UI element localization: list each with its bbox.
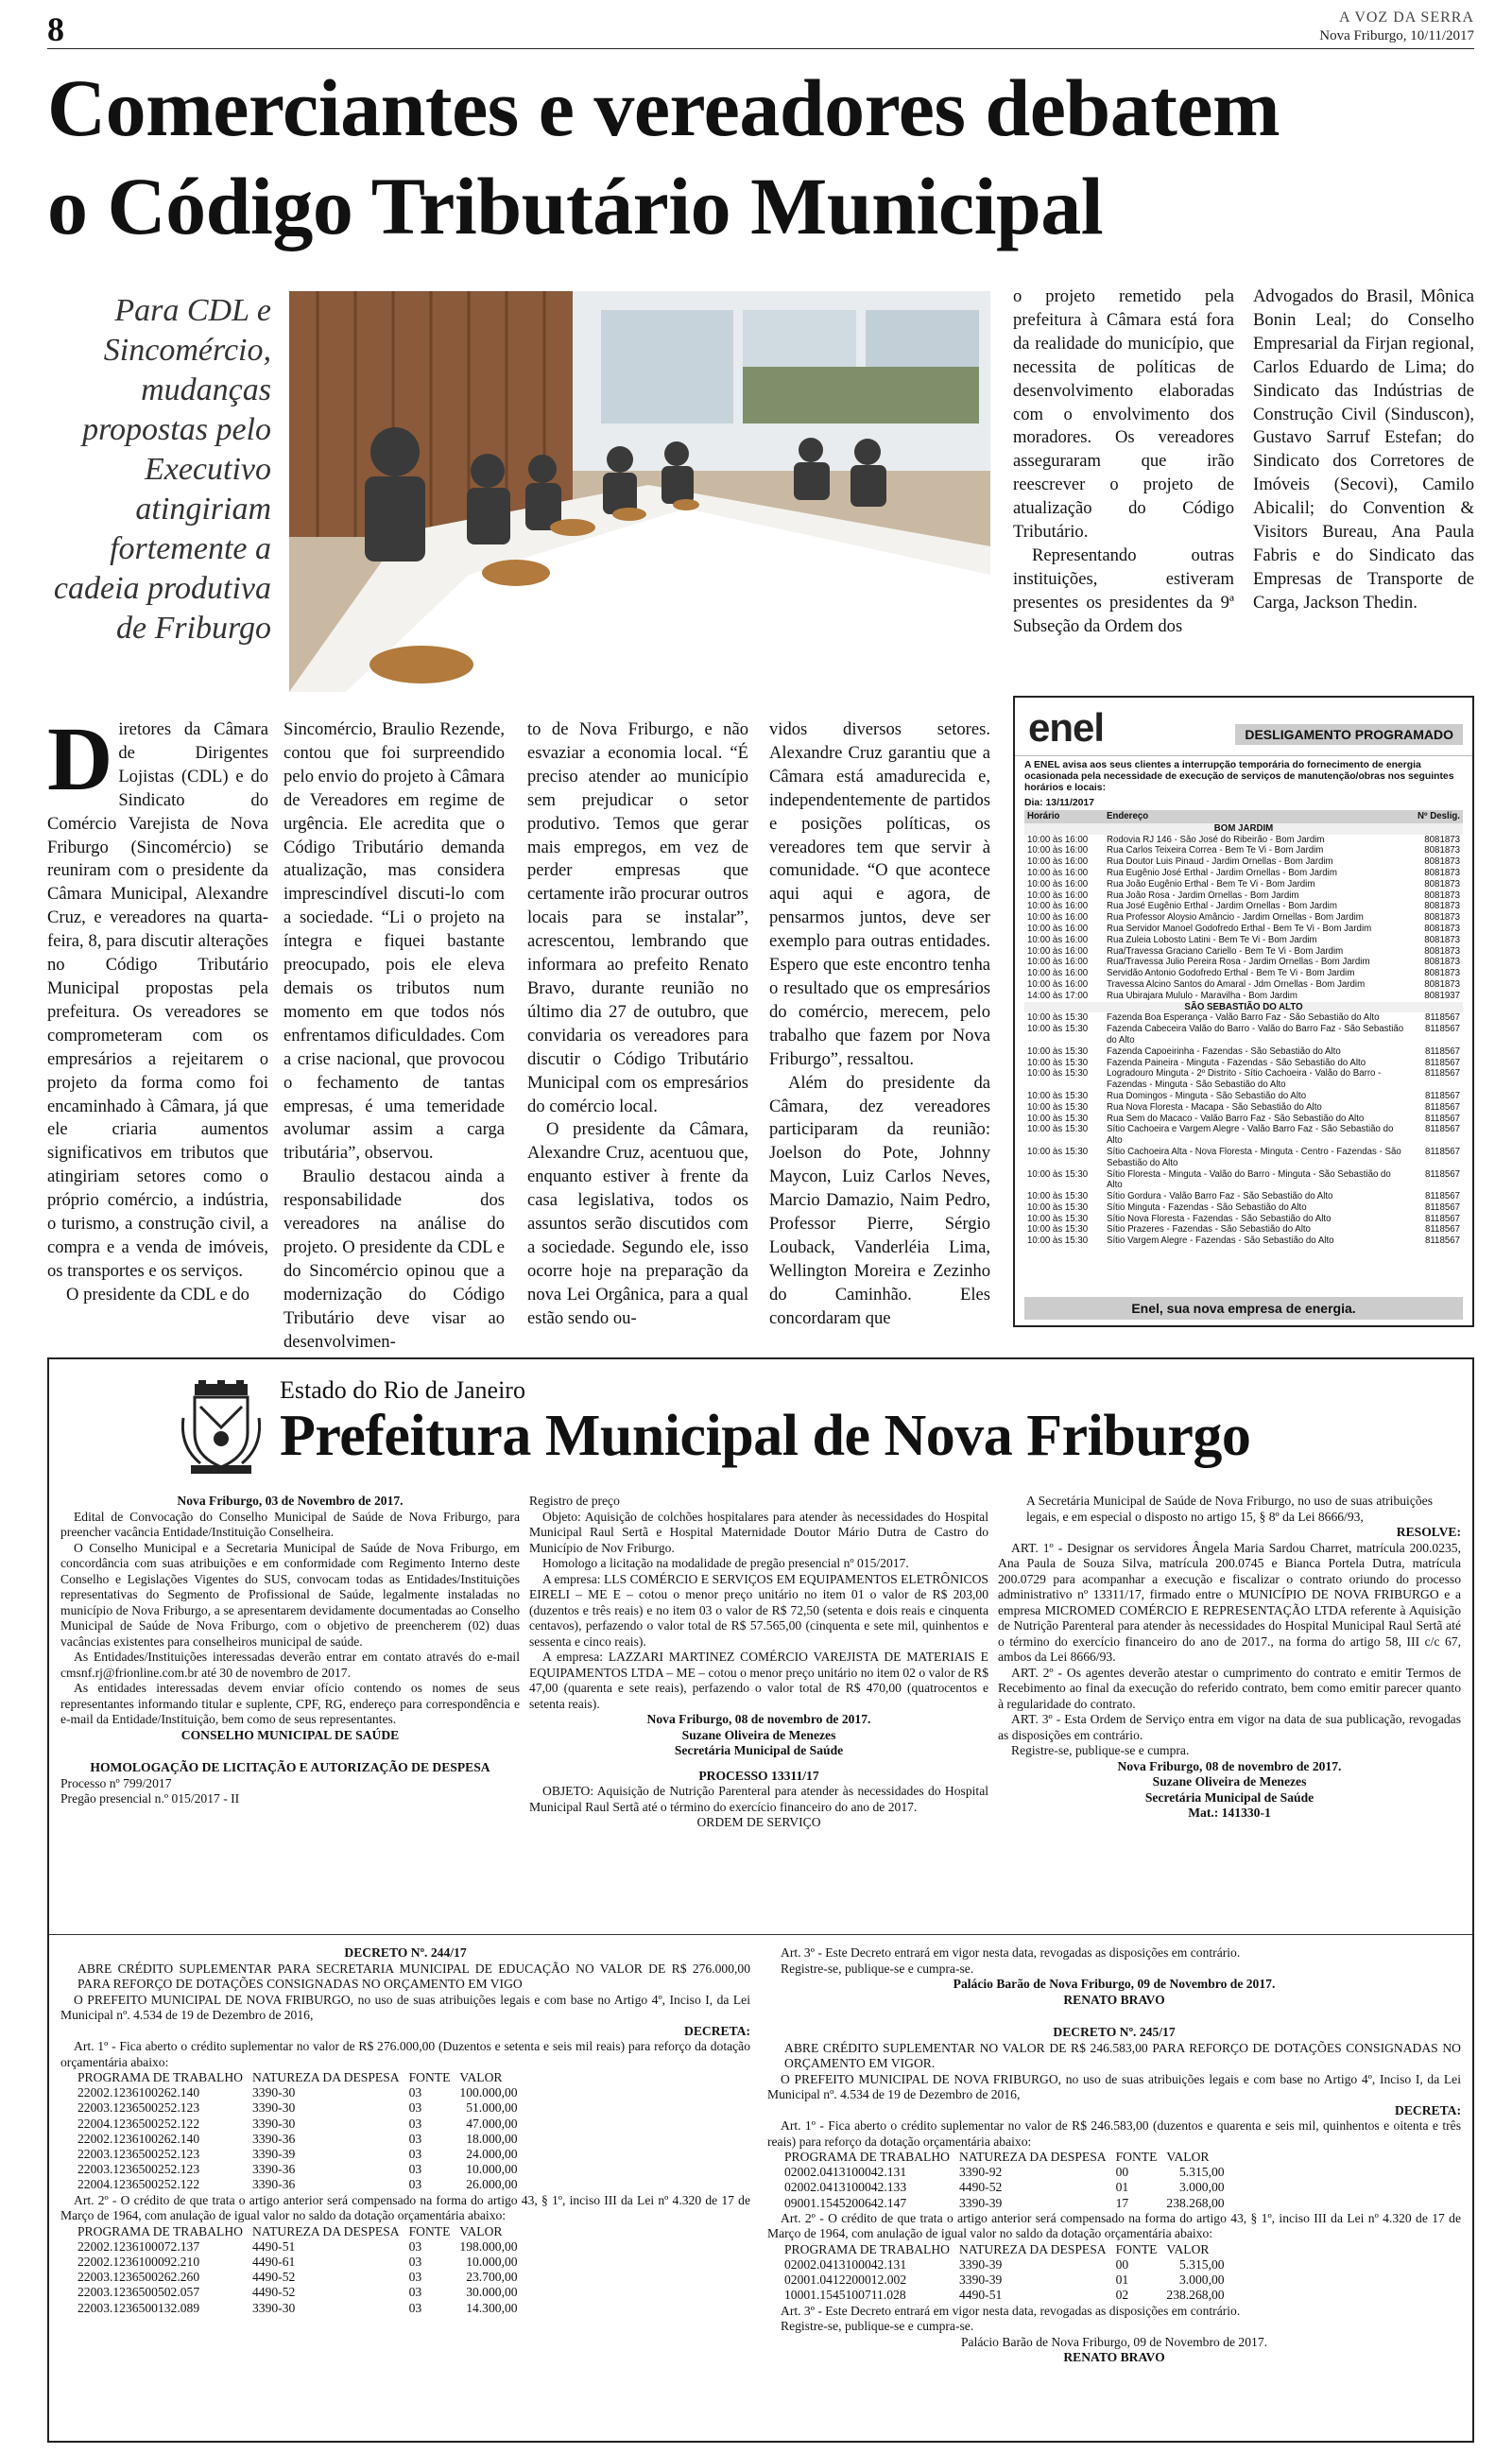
decree-table-row: 02002.0413100042.131 3390-92 00 5.315,00 [784,2165,1225,2180]
enel-notice: A ENEL avisa aos seus clientes a interrupção temporária do fornecimento de energia ocasionada pela necessidade de execução de serviços de manutenção/obras nos seguintes horários e locais: [1024,760,1454,793]
d2-head: ABRE CRÉDITO SUPLEMENTAR NO VALOR DE R$ 246.583,00 PARA REFORÇO DE DOTAÇÕES CONSIGNADAS NO ORÇAMENTO EM VIGOR. [784,2040,1461,2070]
a3-art1: ART. 1º - Designar os servidores Ângela Maria Sardou Charret, matrícula 200.0235, Ana Paula de Souza Silva, matrícula 200.0745 e Bianca Portela Dutra, matrícula 200.0729 para acompanhar a execução e fiscalizar o contrato oriundo do processo administrativo nº 13311/17, firmado entre o MUNICÍPIO DE NOVA FRIBURGO e a empresa MICROMED COMÉRCIO E REPRESENTAÇÃO LTDA referente à Aquisição de Nutrição Parenteral para atender às necessidades do Hospital Municipal Raul Sertã até o término do exercício financeiro do ano de 2017., na forma do artigo 58, III c/c 67, ambos da Lei 8666/93. [998,1540,1461,1664]
decree-table-row: 22003.1236500252.123 3390-36 03 10.000,00 [77,2162,518,2177]
d2-date: Palácio Barão de Nova Friburgo, 09 de Novembro de 2017. [960,2334,1268,2349]
d1-title: DECRETO Nº. 244/17 [344,1945,467,1960]
article-subhead: Para CDL e Sincomércio, mudanças propostas pelo Executivo atingiriam fortemente a cadeia produtiva de Friburgo [53,293,271,646]
d1-art3: Art. 3º - Este Decreto entrará em vigor nesta data, revogadas as disposições em contrário. [781,1945,1241,1960]
dropcap: D [47,708,113,809]
enel-table-row: 10:00 às 15:30 Logradouro Minguta - 2º Distrito - Sítio Cachoeira - Valão do Barro - Fazendas - Minguta - São Sebastião do Alto 8118567 [1027,1068,1460,1091]
enel-table-row: 10:00 às 15:30 Fazenda Boa Esperança - Valão Barro Faz - São Sebastião do Alto 8118567 [1027,1012,1460,1024]
article-column-4 [769,718,990,1331]
meeting-photo [289,291,990,692]
pref-column-1 [60,1494,520,1807]
col4-paragraph-2: Além do presidente da Câmara, dez vereadores participaram da reunião: Joelson do Pote, Johnny Maycon, Luiz Carlos Neves, Marcio Damazio, Naim Pedro, Professor Pierre, Sérgio Louback, Vanderléia Lima, Wellington Moreira e Zezinho do Caminhão. Eles concordaram que [769,1072,990,1328]
enel-table-row: 10:00 às 16:00 Rua João Rosa - Jardim Ornellas - Bom Jardim 8081873 [1027,890,1460,901]
a3-resolve: RESOLVE: [1396,1525,1461,1539]
d1-reg: Registre-se, publique-se e cumpra-se. [781,1961,974,1976]
a1-p2: O Conselho Municipal e a Secretaria Municipal de Saúde de Nova Friburgo, em concordância com suas atribuições e em conformidade com Regimento Interno deste Conselho e Legislações Vigentes do SUS, convocam todas as Entidades/Instituições representativas do Segmento de Profissional de Saúde, legalmente instaladas no município de Nova Friburgo, a se apresentarem devidamente documentadas ao Conselho Municipal de Saúde de Nova Friburgo, com o objetivo de preencherem (02) duas vacâncias existentes para conselheiros municipal de saúde. [60,1540,520,1649]
enel-table-row: 14:00 às 17:00 Rua Ubirajara Mululo - Maravilha - Bom Jardim 8081937 [1027,990,1460,1001]
d1-table-1 [77,2070,527,2193]
enel-day: Dia: 13/11/2017 [1024,798,1094,808]
d2-reg: Registre-se, publique-se e cumpra-se. [781,2319,974,2334]
enel-table-row: 10:00 às 15:30 Sítio Cachoeira e Vargem Alegre - Valão Barro Faz - São Sebastião do Alto 8118567 [1027,1124,1460,1147]
decree-table-row: 09001.1545200642.147 3390-39 17 238.268,00 [784,2195,1225,2210]
article-column-6 [1253,285,1474,615]
decree-table-header: PROGRAMA DE TRABALHO NATUREZA DA DESPESA FONTE VALOR [784,2241,1210,2256]
enel-table-row: 10:00 às 16:00 Rodovia RJ 146 - São José do Ribeirão - Bom Jardim 8081873 [1027,834,1460,845]
decree-table-header: PROGRAMA DE TRABALHO NATUREZA DA DESPESA FONTE VALOR [77,2070,503,2084]
a3-os: ORDEM DE SERVIÇO [696,1815,821,1829]
page-number: 8 [47,10,64,48]
col6-paragraph-1: Advogados do Brasil, Mônica Bonin Leal; do Conselho Empresarial da Firjan regional, Carlos Eduardo de Lima; do Sindicato das Indústrias de Construção Civil (Sinduscon), Gustavo Sarruf Estefan; do Sindicato dos Corretores de Imóveis (Secovi), Camilo Abicalil; do Convention & Visitors Bureau, Ana Paula Fabris e do Sindicato das Empresas de Transporte de Carga, Jackson Thedin. [1253,286,1474,613]
pref-state: Estado do Rio de Janeiro [280,1376,525,1404]
d1-date: Palácio Barão de Nova Friburgo, 09 de Novembro de 2017. [953,1977,1276,1991]
d2-p1: O PREFEITO MUNICIPAL DE NOVA FRIBURGO, no uso de suas atribuições legais e com base no Artigo 4º, Inciso I, da Lei Municipal nº. 4.534 de 19 de Dezembro de 2016, [767,2071,1461,2101]
a3-proc: PROCESSO 13311/17 [698,1768,819,1783]
a3-mat: Mat.: 141330-1 [1188,1806,1271,1820]
headline-line-2: o Código Tributário Municipal [47,161,1104,251]
a2-emp1: A empresa: LLS COMÉRCIO E SERVIÇOS EM EQUIPAMENTOS ELETRÔNICOS EIRELI – ME E – cotou o menor preço unitário no item 01 o valor de R$ 203,00 (duzentos e três reais) e no item 03 o valor de R$ 72,50 (setenta e dois reais e cinquenta centavos), perfazendo o valor total de R$ 57.565,00 (cinquenta e sete mil, quinhentos e sessenta e cinco reais). [529,1571,988,1649]
enel-table-row: 10:00 às 16:00 Travessa Alcino Santos do Amaral - Jdm Ornellas - Bom Jardim 8081873 [1027,978,1460,990]
col-header-address: Endereço [1104,810,1408,823]
d2-art2: Art. 2º - O crédito de que trata o artigo anterior será compensado na forma do artigo 43, § 1º, inciso III da Lei nº 4.320 de 17 de Março de 1964, com anulação de igual valor no saldo da dotação orçamentária abaixo: [767,2210,1461,2241]
pref-divider [49,1934,1472,1935]
a2-homo: Homologo a licitação na modalidade de pregão presencial nº 015/2017. [542,1556,909,1570]
decree-table-row: 22004.1236500252.122 3390-30 03 47.000,00 [77,2116,518,2131]
enel-table-row: 10:00 às 16:00 Rua Professor Aloysio Amâncio - Jardim Ornellas - Bom Jardim 8081873 [1027,912,1460,924]
a2-name: Suzane Oliveira de Menezes [681,1727,836,1742]
decree-table-row: 22004.1236500252.122 3390-36 03 26.000,00 [77,2177,518,2192]
a1-p3: As Entidades/Instituições interessadas deverão entrar em contato através do e-mail cmsnf.rj@frionline.com.br até 30 de novembro de 2017. [60,1650,520,1680]
enel-table-row: 10:00 às 16:00 Servidão Antonio Godofredo Erthal - Bem Te Vi - Bom Jardim 8081873 [1027,968,1460,979]
enel-badge: DESLIGAMENTO PROGRAMADO [1235,724,1463,745]
decree-table-row: 22003.1236500132.089 3390-30 03 14.300,00 [77,2300,518,2315]
enel-group-row: BOM JARDIM [1024,823,1463,835]
enel-outage-ad [1013,696,1474,1327]
a3-date: Nova Friburgo, 08 de novembro de 2017. [1117,1758,1342,1773]
enel-table-row: 10:00 às 15:30 Sítio Nova Floresta - Fazendas - São Sebastião do Alto 8118567 [1027,1213,1460,1224]
enel-table-row: 10:00 às 15:30 Sítio Gordura - Valão Barro Faz - São Sebastião do Alto 8118567 [1027,1191,1460,1202]
decree-table-row: 22002.1236100072.137 4490-51 03 198.000,00 [77,2238,518,2254]
decree-table-header: PROGRAMA DE TRABALHO NATUREZA DA DESPESA FONTE VALOR [77,2223,503,2238]
a2-role: Secretária Municipal de Saúde [674,1743,844,1757]
decree-244 [60,1945,750,2316]
d1-head: ABRE CRÉDITO SUPLEMENTAR PARA SECRETARIA MUNICIPAL DE EDUCAÇÃO NO VALOR DE R$ 276.000,00 PARA REFORÇO DE DOTAÇÕES CONSIGNADAS NO ORÇAMENTO EM VIGO [77,1961,750,1991]
decree-table-row: 10001.1545100711.028 4490-51 02 238.268,00 [784,2288,1225,2303]
enel-ad-header [1015,698,1472,756]
enel-table-row: 10:00 às 15:30 Rua Domingos - Minguta - São Sebastião do Alto 8118567 [1027,1090,1460,1101]
decree-table-row: 02002.0413100042.133 4490-52 01 3.000,00 [784,2180,1225,2195]
article-column-3 [527,718,748,1331]
enel-table-row: 10:00 às 16:00 Rua Zuleia Lobosto Latini - Bem Te Vi - Bom Jardim 8081873 [1027,934,1460,945]
col4-paragraph-1: vidos diversos setores. Alexandre Cruz garantiu que a Câmara está amadurecida e, independentemente de partidos e posições políticas, os vereadores tem que servir à comunidade. “O que acontece aqui aqui e agora, de pensarmos juntos, deve ser exemplo para outras entidades. Espero que este encontro tenha o resultado que os empresários do comércio, merecem, pelo trabalho que fazem por Nova Friburgo”, ressaltou. [769,719,990,1069]
d1-art1: Art. 1º - Fica aberto o crédito suplementar no valor de R$ 276.000,00 (Duzentos e setenta e seis mil reais) para reforço da dotação orçamentária abaixo: [60,2039,750,2069]
decree-table-row: 22002.1236100262.140 3390-36 03 18.000,00 [77,2131,518,2146]
a3-role: Secretária Municipal de Saúde [1144,1789,1314,1805]
a3-name: Suzane Oliveira de Menezes [1152,1774,1307,1789]
a2-reg: Registro de preço [529,1494,620,1508]
a3-reg: Registre-se, publique-se e cumpra. [1011,1743,1190,1757]
pref-column-2 [529,1494,988,1831]
a2-emp2: A empresa: LAZZARI MARTINEZ COMÉRCIO VAREJISTA DE MATERIAIS E EQUIPAMENTOS LTDA – ME – cotou o menor preço unitário no item 02 o valor de R$ 47,00 (quarenta e sete reais), perfazendo o valor total de R$ 470,00 (quatrocentos e setenta reais). [529,1650,988,1711]
decree-table-row: 02001.0412200012.002 3390-39 01 3.000,00 [784,2273,1225,2288]
a1-p4: As entidades interessadas devem enviar ofício contendo os nomes de seus representantes informando titular e suplente, CPF, RG, endereço para correspondência e e-mail da Entidade/Instituição, bem como de seus representantes. [60,1681,520,1726]
enel-footer: Enel, sua nova empresa de energia. [1024,1297,1463,1320]
d1-table-2 [77,2224,527,2316]
d2-name: RENATO BRAVO [1063,2350,1165,2365]
enel-table-row: 10:00 às 15:30 Rua Sem do Macaco - Valão Barro Faz - São Sebastião do Alto 8118567 [1027,1113,1460,1124]
enel-table-row: 10:00 às 15:30 Sítio Minguta - Fazendas - São Sebastião do Alto 8118567 [1027,1201,1460,1213]
a2-preg: Pregão presencial n.º 015/2017 - II [60,1791,240,1806]
d1-p1: O PREFEITO MUNICIPAL DE NOVA FRIBURGO, no uso de suas atribuições legais e com base no Artigo 4º, Inciso I, da Lei Municipal nº. 4.534 de 19 de Dezembro de 2016, [60,1992,750,2022]
a3-art3: ART. 3º - Esta Ordem de Serviço entra em vigor na data de sua publicação, revogadas as disposições em contrário. [998,1712,1461,1742]
a2-proc: Processo nº 799/2017 [60,1775,172,1790]
d2-table-1 [784,2150,1234,2211]
a1-p1: Edital de Convocação do Conselho Municipal de Saúde de Nova Friburgo, para preencher vacância Entidade/Instituição Conselheira. [60,1509,520,1539]
enel-group-row: SÃO SEBASTIÃO DO ALTO [1024,1002,1463,1013]
enel-table-row: 10:00 às 16:00 Rua/Travessa Graciano Cariello - Bem Te Vi - Bom Jardim 8081873 [1027,945,1460,957]
enel-table-row: 10:00 às 16:00 Rua/Travessa Julio Pereira Rosa - Jardim Ornellas - Bom Jardim 8081873 [1027,957,1460,968]
decree-table-header: PROGRAMA DE TRABALHO NATUREZA DA DESPESA FONTE VALOR [784,2150,1210,2164]
a3-p1: A Secretária Municipal de Saúde de Nova Friburgo, no uso de suas atribuições legais, e em especial o disposto no artigo 15, § 8º da Lei 8666/93, [1026,1494,1433,1524]
a2-date: Nova Friburgo, 08 de novembro de 2017. [646,1712,871,1726]
enel-table-row: 10:00 às 15:30 Fazenda Paineira - Minguta - Fazendas - São Sebastião do Alto 8118567 [1027,1057,1460,1068]
article-column-5 [1013,285,1234,639]
d2-art3: Art. 3º - Este Decreto entrará em vigor nesta data, revogadas as disposições em contrário. [781,2303,1241,2318]
enel-logo: enel [1028,705,1105,750]
pref-column-3 [998,1494,1461,1822]
enel-table-row: 10:00 às 15:30 Sítio Vargem Alegre - Fazendas - São Sebastião do Alto 8118567 [1027,1236,1460,1247]
col3-paragraph-2: O presidente da Câmara, Alexandre Cruz, acentuou que, enquanto estiver à frente da casa legislativa, todos os assuntos serão discutidos com a sociedade. Segundo ele, isso ocorre hoje na preparação da nova Lei Orgânica, para a qual estão sendo ou- [527,1119,748,1328]
a1-date: Nova Friburgo, 03 de Novembro de 2017. [177,1494,404,1508]
a3-obj: OBJETO: Aquisição de Nutrição Parenteral para atender às necessidades do Hospital Municipal Raul Sertã até o término do exercício financeiro do ano de 2017. [529,1784,988,1814]
enel-outage-table [1024,810,1463,1247]
decree-table-row: 22003.1236500262.260 4490-52 03 23.700,00 [77,2270,518,2285]
enel-table-row: 10:00 às 15:30 Sítio Cachoeira Alta - Nova Floresta - Minguta - Centro - Fazendas - São Sebastião do Alto 8118567 [1027,1146,1460,1168]
prefeitura-legal-notices [47,1357,1474,2443]
decree-245 [767,1945,1461,2366]
article-headline [47,59,1474,255]
col1-paragraph-2: O presidente da CDL e do [66,1284,249,1305]
headline-line-1: Comerciantes e vereadores debatem [47,62,1280,153]
d2-decreta: DECRETA: [1395,2102,1461,2117]
enel-table-row: 10:00 às 16:00 Rua Carlos Teixeira Correa - Bem Te Vi - Bom Jardim 8081873 [1027,845,1460,856]
col5-paragraph-1: o projeto remetido pela prefeitura à Câmara está fora da realidade do município, que necessita de políticas de desenvolvimento elaboradas com o envolvimento dos moradores. Os vereadores asseguraram que irão reescrever o projeto de atualização do Código Tributário. [1013,286,1234,543]
d2-art1: Art. 1º - Fica aberto o crédito suplementar no valor de R$ 246.583,00 (duzentos e quarenta e seis mil, quinhentos e oitenta e três reais) para reforço da dotação orçamentária abaixo: [767,2118,1461,2149]
enel-table-row: 10:00 às 16:00 Rua João Eugênio Erthal - Bem Te Vi - Bom Jardim 8081873 [1027,878,1460,890]
edition-date: Nova Friburgo, 10/11/2017 [1319,28,1474,43]
d2-table-2 [784,2242,1234,2304]
decree-table-row: 22002.1236100092.210 4490-61 03 10.000,00 [77,2255,518,2270]
col-header-time: Horário [1024,810,1104,823]
decree-table-row: 22002.1236100262.140 3390-30 03 100.000,00 [77,2085,518,2100]
enel-table-row: 10:00 às 16:00 Rua José Eugênio Erthal - Jardim Ornellas - Bom Jardim 8081873 [1027,901,1460,912]
col2-paragraph-1: Sincomércio, Braulio Rezende, contou que foi surpreendido pelo envio do projeto à Câmara de Vereadores em regime de urgência. Ele acredita que o Código Tributário demanda atualização, mas considera imprescindível discuti-lo com a sociedade. “Li o projeto na íntegra e fiquei bastante preocupado, pois ele eleva demais os tributos num momento em que todos nós enfrentamos dificuldades. Com a crise nacional, que provocou o fechamento de tantas empresas, é uma temeridade avolumar assim a carga tributária”, observou. [284,719,505,1164]
d1-decreta: DECRETA: [684,2023,750,2038]
a2-obj: Objeto: Aquisição de colchões hospitalares para atender às necessidades do Hospital Municipal Raul Sertã e Hospital Maternidade Doutor Mário Dutra de Castro do Município de Nov Friburgo. [529,1509,988,1555]
a1-sign: CONSELHO MUNICIPAL DE SAÚDE [180,1727,400,1742]
newspaper-name: A VOZ DA SERRA [1338,9,1474,26]
coat-of-arms-icon [181,1380,261,1475]
enel-table-row: 10:00 às 16:00 Rua Eugênio José Erthal - Jardim Ornellas - Bom Jardim 8081873 [1027,867,1460,878]
a3-art2: ART. 2º - Os agentes deverão atestar o cumprimento do contrato e emitir Termos de Recebimento ao final da execução do referido contrato, bem como emitir parecer quanto à regularidade do contrato. [998,1665,1461,1711]
enel-table-row: 10:00 às 15:30 Sítio Floresta - Minguta - Valão do Barro - Minguta - São Sebastião do Alto 8118567 [1027,1168,1460,1191]
page-header [47,8,1474,49]
decree-table-row: 22003.1236500502.057 4490-52 03 30.000,00 [77,2285,518,2300]
col3-paragraph-1: to de Nova Friburgo, e não esvaziar a economia local. “É preciso atender ao município sem prejudicar o setor produtivo. Temos que gerar mais empregos, em vez de perder empresas que certamente irão procurar outros locais para se instalar”, acrescentou, lembrando que informara ao prefeito Renato Bravo, durante reunião no último dia 27 de outubro, que convidaria os vereadores para discutir o Código Tributário Municipal com os empresários do comércio local. [527,719,748,1116]
enel-table-row: 10:00 às 15:30 Fazenda Capoeirinha - Fazendas - São Sebastião do Alto 8118567 [1027,1046,1460,1057]
decree-table-row: 22003.1236500252.123 3390-30 03 51.000,00 [77,2100,518,2116]
col-header-number: Nº Deslig. [1408,810,1463,823]
col2-paragraph-2: Braulio destacou ainda a responsabilidade dos vereadores na análise do projeto. O presidente da CDL e do Sincomércio opinou que a modernização do Código Tributário deve visar ao desenvolvimen- [284,1167,505,1352]
enel-table-row: 10:00 às 16:00 Rua Servidor Manoel Godofredo Erthal - Bem Te Vi - Bom Jardim 8081873 [1027,923,1460,934]
enel-table-row: 10:00 às 15:30 Sítio Prazeres - Fazendas - São Sebastião do Alto 8118567 [1027,1224,1460,1236]
col1-paragraph-1: iretores da Câmara de Dirigentes Lojistas (CDL) e do Sindicato do Comércio Varejista de Nova Friburgo (Sincomércio) se reuniram com o presidente da Câmara Municipal, Alexandre Cruz, e vereadores na quarta-feira, 8, para discutir alterações no Código Tributário Municipal propostas pela prefeitura. Os vereadores se comprometeram com os empresários a rejeitarem o projeto da forma como foi encaminhado à Câmara, já que ele criaria aumentos significativos em tributos que atingiriam setores como o próprio comércio, a indústria, o turismo, a construção civil, a compra e a venda de imóveis, os transportes e os serviços. [47,719,268,1281]
article-column-1 [47,708,268,1307]
decree-table-row: 22003.1236500252.123 3390-39 03 24.000,00 [77,2147,518,2162]
d1-art2: Art. 2º - O crédito de que trata o artigo anterior será compensado na forma do artigo 43, § 1º, inciso III da Lei nº 4.320 de 17 de Março de 1964, com anulação de igual valor no saldo da dotação orçamentária abaixo: [60,2192,750,2223]
col5-paragraph-2: Representando outras instituições, estiveram presentes os presidentes da 9ª Subseção da Ordem dos [1013,544,1234,636]
d2-title: DECRETO Nº. 245/17 [1053,2025,1176,2039]
decree-table-row: 02002.0413100042.131 3390-39 00 5.315,00 [784,2257,1225,2273]
d1-name: RENATO BRAVO [1063,1992,1165,2007]
article-column-2 [284,718,505,1354]
enel-table-row: 10:00 às 15:30 Rua Nova Floresta - Macapa - São Sebastião do Alto 8118567 [1027,1101,1460,1113]
pref-title: Prefeitura Municipal de Nova Friburgo [280,1404,1251,1468]
enel-table-row: 10:00 às 15:30 Fazenda Cabeceira Valão do Barro - Valão do Barro Faz - São Sebastião do Alto 8118567 [1027,1024,1460,1046]
enel-table-row: 10:00 às 16:00 Rua Doutor Luis Pinaud - Jardim Ornellas - Bom Jardim 8081873 [1027,856,1460,868]
a2-title: HOMOLOGAÇÃO DE LICITAÇÃO E AUTORIZAÇÃO DE DESPESA [90,1760,490,1774]
